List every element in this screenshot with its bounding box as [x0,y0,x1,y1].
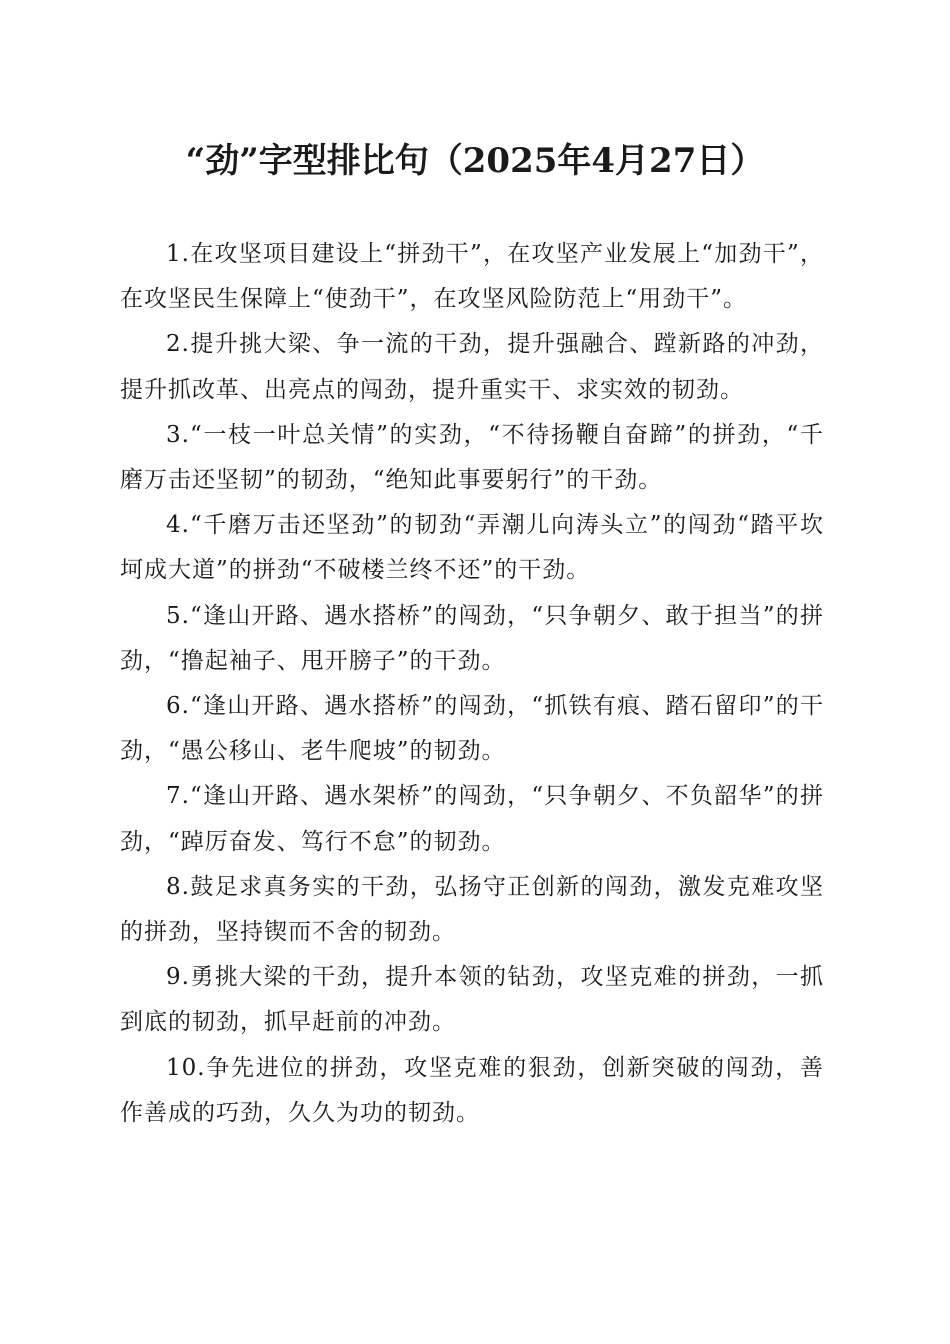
paragraph-5: 5.“逢山开路、遇水搭桥”的闯劲，“只争朝夕、敢于担当”的拼劲，“撸起袖子、甩开膀子”的干劲。 [120,602,824,674]
paragraph-2: 2.提升挑大梁、争一流的干劲，提升强融合、蹚新路的冲劲，提升抓改革、出亮点的闯劲，提升重实干、求实效的韧劲。 [120,331,824,403]
paragraph-10: 10.争先进位的拼劲，攻坚克难的狠劲，创新突破的闯劲，善作善成的巧劲，久久为功的韧劲。 [120,1054,824,1126]
paragraph-1: 1.在攻坚项目建设上“拼劲干”，在攻坚产业发展上“加劲干”，在攻坚民生保障上“使劲干”，在攻坚风险防范上“用劲干”。 [120,241,824,313]
paragraph-6: 6.“逢山开路、遇水搭桥”的闯劲，“抓铁有痕、踏石留印”的干劲，“愚公移山、老牛爬坡”的韧劲。 [120,693,824,765]
paragraph-7: 7.“逢山开路、遇水架桥”的闯劲，“只争朝夕、不负韶华”的拼劲，“踔厉奋发、笃行不怠”的韧劲。 [120,783,824,855]
paragraph-8: 8.鼓足求真务实的干劲，弘扬守正创新的闯劲，激发克难攻坚的拼劲，坚持锲而不舍的韧劲。 [120,873,824,946]
paragraph-3: 3.“一枝一叶总关情”的实劲，“不待扬鞭自奋蹄”的拼劲，“千磨万击还坚韧”的韧劲，“绝知此事要躬行”的干劲。 [120,421,824,494]
document-title: “劲”字型排比句（2025年4月27日） [185,141,765,181]
paragraph-9: 9.勇挑大梁的干劲，提升本领的钻劲，攻坚克难的拼劲，一抓到底的韧劲，抓早赶前的冲劲。 [120,964,824,1036]
paragraph-4: 4.“千磨万击还坚劲”的韧劲“弄潮儿向涛头立”的闯劲“踏平坎坷成大道”的拼劲“不破楼兰终不还”的干劲。 [120,512,824,584]
document-body [120,232,824,1136]
